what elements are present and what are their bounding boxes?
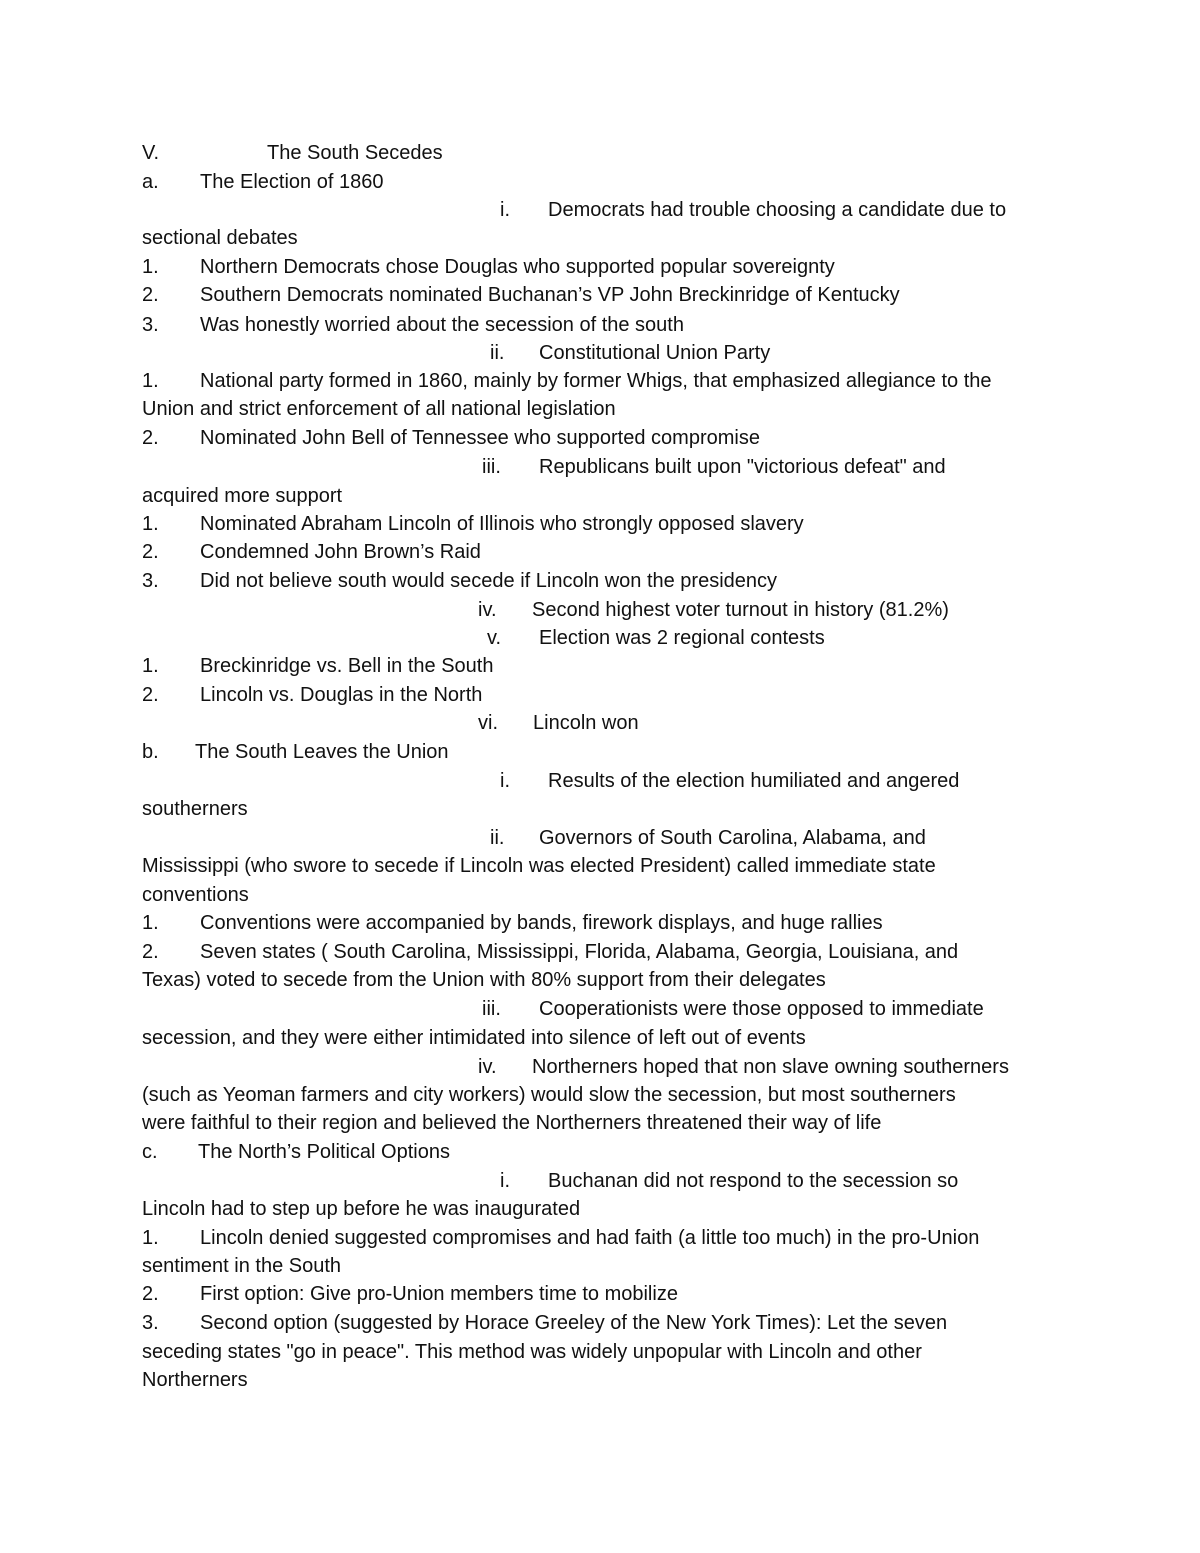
outline-item-text: secession, and they were either intimidated into silence of left out of events: [142, 1027, 806, 1049]
outline-item-text: Lincoln denied suggested compromises and had faith (a little too much) in the pro-Union: [200, 1227, 980, 1249]
subsection-heading: The South Leaves the Union: [195, 741, 449, 763]
outline-item-text: Buchanan did not respond to the secession so: [548, 1170, 959, 1192]
outline-item-text: National party formed in 1860, mainly by former Whigs, that emphasized allegiance to the: [200, 370, 992, 392]
outline-item-text: (such as Yeoman farmers and city workers) would slow the secession, but most southerners: [142, 1084, 956, 1106]
list-marker: b.: [142, 741, 159, 763]
outline-item-text: Conventions were accompanied by bands, firework displays, and huge rallies: [200, 912, 883, 934]
outline-item-text: Condemned John Brown’s Raid: [200, 541, 481, 563]
list-marker: 1.: [142, 1227, 159, 1249]
list-marker: ii.: [490, 827, 505, 849]
outline-item-text: sentiment in the South: [142, 1255, 342, 1277]
outline-item-text: Second highest voter turnout in history (81.2%): [532, 599, 949, 621]
list-marker: 3.: [142, 1312, 159, 1334]
outline-item-text: Constitutional Union Party: [539, 342, 771, 364]
subsection-heading: The Election of 1860: [200, 171, 384, 193]
outline-item-text: Seven states ( South Carolina, Mississippi, Florida, Alabama, Georgia, Louisiana, and: [200, 941, 959, 963]
subsection-heading: The North’s Political Options: [198, 1141, 450, 1163]
outline-item-text: seceding states "go in peace". This method was widely unpopular with Lincoln and other: [142, 1341, 922, 1363]
outline-item-text: Texas) voted to secede from the Union with 80% support from their delegates: [142, 969, 826, 991]
outline-item-text: Northern Democrats chose Douglas who supported popular sovereignty: [200, 256, 835, 278]
list-marker: iii.: [482, 456, 501, 478]
outline-item-text: Mississippi (who swore to secede if Lincoln was elected President) called immediate state: [142, 855, 936, 877]
outline-item-text: Cooperationists were those opposed to immediate: [539, 998, 984, 1020]
outline-item-text: Lincoln won: [533, 712, 639, 734]
outline-item-text: Lincoln had to step up before he was inaugurated: [142, 1198, 581, 1220]
list-marker: a.: [142, 171, 159, 193]
outline-item-text: Northerners: [142, 1369, 248, 1391]
list-marker: i.: [500, 199, 510, 221]
outline-item-text: Breckinridge vs. Bell in the South: [200, 655, 494, 677]
outline-item-text: Southern Democrats nominated Buchanan’s VP John Breckinridge of Kentucky: [200, 284, 900, 306]
list-marker: 1.: [142, 912, 159, 934]
outline-item-text: Governors of South Carolina, Alabama, and: [539, 827, 926, 849]
list-marker: 1.: [142, 655, 159, 677]
outline-item-text: Results of the election humiliated and angered: [548, 770, 960, 792]
outline-item-text: conventions: [142, 884, 249, 906]
list-marker: 2.: [142, 941, 159, 963]
list-marker: iv.: [478, 599, 497, 621]
list-marker: 2.: [142, 541, 159, 563]
list-marker: ii.: [490, 342, 505, 364]
list-marker: vi.: [478, 712, 498, 734]
outline-item-text: southerners: [142, 798, 248, 820]
list-marker: 2.: [142, 284, 159, 306]
outline-item-text: sectional debates: [142, 227, 298, 249]
list-marker: 2.: [142, 684, 159, 706]
outline-item-text: Republicans built upon "victorious defeat" and: [539, 456, 946, 478]
list-marker: 2.: [142, 427, 159, 449]
list-marker: iii.: [482, 998, 501, 1020]
list-marker: 2.: [142, 1283, 159, 1305]
outline-item-text: Nominated Abraham Lincoln of Illinois who strongly opposed slavery: [200, 513, 804, 535]
outline-item-text: Election was 2 regional contests: [539, 627, 825, 649]
outline-item-text: were faithful to their region and believed the Northerners threatened their way of life: [142, 1112, 882, 1134]
outline-item-text: Second option (suggested by Horace Greeley of the New York Times): Let the seven: [200, 1312, 948, 1334]
list-marker: i.: [500, 770, 510, 792]
outline-item-text: acquired more support: [142, 485, 343, 507]
list-marker: iv.: [478, 1056, 497, 1078]
list-marker: i.: [500, 1170, 510, 1192]
list-marker: 1.: [142, 513, 159, 535]
section-heading: The South Secedes: [267, 142, 443, 164]
list-marker: 1.: [142, 370, 159, 392]
list-marker: 3.: [142, 314, 159, 336]
section-marker: V.: [142, 142, 160, 164]
outline-item-text: Union and strict enforcement of all national legislation: [142, 398, 616, 420]
list-marker: 1.: [142, 256, 159, 278]
list-marker: v.: [487, 627, 502, 649]
outline-item-text: First option: Give pro-Union members time to mobilize: [200, 1283, 678, 1305]
outline-item-text: Did not believe south would secede if Lincoln won the presidency: [200, 570, 778, 592]
outline-item-text: Lincoln vs. Douglas in the North: [200, 684, 483, 706]
outline-item-text: Was honestly worried about the secession of the south: [200, 314, 684, 336]
list-marker: 3.: [142, 570, 159, 592]
outline-item-text: Democrats had trouble choosing a candidate due to: [548, 199, 1007, 221]
outline-item-text: Northerners hoped that non slave owning southerners: [532, 1056, 1009, 1078]
list-marker: c.: [142, 1141, 158, 1163]
outline-item-text: Nominated John Bell of Tennessee who supported compromise: [200, 427, 760, 449]
